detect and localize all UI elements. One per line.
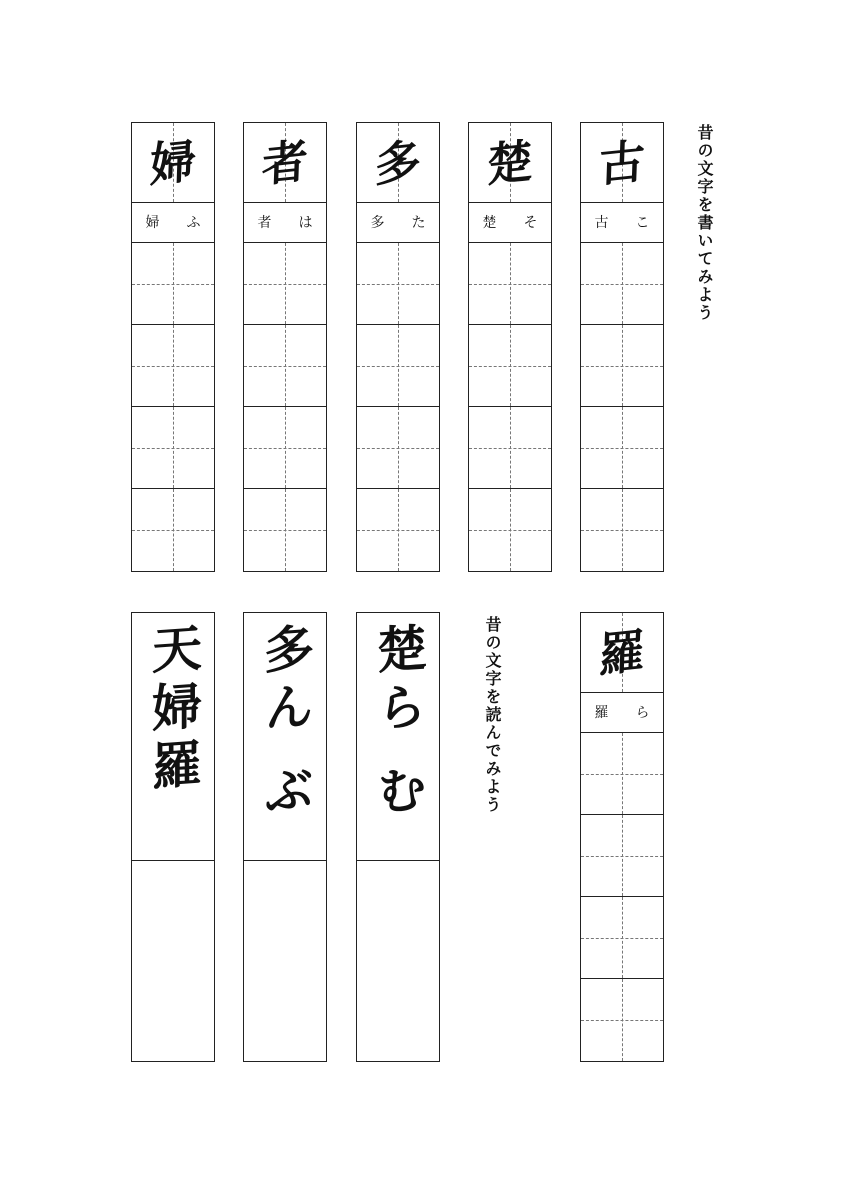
writing-cell[interactable] xyxy=(244,407,326,489)
hentaigana-glyph: 者 xyxy=(261,132,309,193)
hentaigana-glyph: 羅 xyxy=(598,622,646,683)
writing-cell[interactable] xyxy=(581,979,663,1061)
writing-cell[interactable] xyxy=(469,325,551,407)
writing-cell[interactable] xyxy=(357,407,439,489)
model-cell xyxy=(132,123,214,203)
writing-cell[interactable] xyxy=(581,733,663,815)
writing-cell[interactable] xyxy=(244,489,326,571)
practice-column-so xyxy=(468,122,552,572)
kana-label: ら xyxy=(635,705,650,721)
writing-cell[interactable] xyxy=(244,325,326,407)
label-cell xyxy=(581,203,663,243)
label-cell xyxy=(469,203,551,243)
writing-cell[interactable] xyxy=(244,243,326,325)
label-cell xyxy=(132,203,214,243)
kanji-label: 多 xyxy=(370,215,385,231)
writing-cell[interactable] xyxy=(469,243,551,325)
reading-column-3 xyxy=(131,612,215,1062)
answer-cell[interactable] xyxy=(244,861,326,1064)
model-cell xyxy=(244,123,326,203)
label-cell xyxy=(357,203,439,243)
writing-cell[interactable] xyxy=(581,489,663,571)
practice-grid xyxy=(132,243,214,571)
kanji-label: 婦 xyxy=(145,215,160,231)
answer-cell[interactable] xyxy=(132,861,214,1064)
practice-column-ha xyxy=(243,122,327,572)
reading-word-cell xyxy=(132,613,214,861)
writing-cell[interactable] xyxy=(357,489,439,571)
kanji-label: 者 xyxy=(257,215,272,231)
writing-cell[interactable] xyxy=(132,407,214,489)
practice-column-fu xyxy=(131,122,215,572)
practice-grid xyxy=(581,733,663,1061)
writing-cell[interactable] xyxy=(357,325,439,407)
kanji-label: 楚 xyxy=(482,215,497,231)
writing-cell[interactable] xyxy=(132,243,214,325)
model-cell xyxy=(469,123,551,203)
model-cell xyxy=(357,123,439,203)
kana-label: た xyxy=(411,215,426,231)
reading-word-cell xyxy=(244,613,326,861)
title-write-practice: 昔の文字を書いてみよう xyxy=(695,124,714,322)
writing-cell[interactable] xyxy=(132,325,214,407)
kana-label: こ xyxy=(635,215,650,231)
practice-column-ra xyxy=(580,612,664,1062)
practice-column-ko xyxy=(580,122,664,572)
practice-column-ta xyxy=(356,122,440,572)
kanji-label: 羅 xyxy=(594,705,609,721)
hentaigana-glyph: 古 xyxy=(598,132,646,193)
practice-grid xyxy=(469,243,551,571)
writing-cell[interactable] xyxy=(581,815,663,897)
model-cell xyxy=(581,123,663,203)
reading-word-cell xyxy=(357,613,439,861)
reading-word: 楚ら む xyxy=(369,620,428,825)
writing-cell[interactable] xyxy=(469,489,551,571)
kanji-label: 古 xyxy=(594,215,609,231)
hentaigana-glyph: 多 xyxy=(374,132,422,193)
writing-cell[interactable] xyxy=(581,407,663,489)
practice-grid xyxy=(357,243,439,571)
writing-cell[interactable] xyxy=(357,243,439,325)
hentaigana-glyph: 婦 xyxy=(149,132,197,193)
label-cell xyxy=(244,203,326,243)
kana-label: は xyxy=(298,215,313,231)
writing-cell[interactable] xyxy=(581,897,663,979)
practice-grid xyxy=(244,243,326,571)
writing-cell[interactable] xyxy=(469,407,551,489)
writing-cell[interactable] xyxy=(581,243,663,325)
writing-cell[interactable] xyxy=(581,325,663,407)
label-cell xyxy=(581,693,663,733)
model-cell xyxy=(581,613,663,693)
title-read-practice: 昔の文字を読んでみよう xyxy=(483,616,502,814)
hentaigana-glyph: 楚 xyxy=(486,132,534,193)
reading-word: 天婦羅 xyxy=(144,620,203,800)
kana-label: そ xyxy=(523,215,538,231)
reading-column-2 xyxy=(243,612,327,1062)
answer-cell[interactable] xyxy=(357,861,439,1064)
kana-label: ふ xyxy=(186,215,201,231)
writing-cell[interactable] xyxy=(132,489,214,571)
practice-grid xyxy=(581,243,663,571)
reading-column-1 xyxy=(356,612,440,1062)
reading-word: 多ん ぶ xyxy=(256,620,315,825)
